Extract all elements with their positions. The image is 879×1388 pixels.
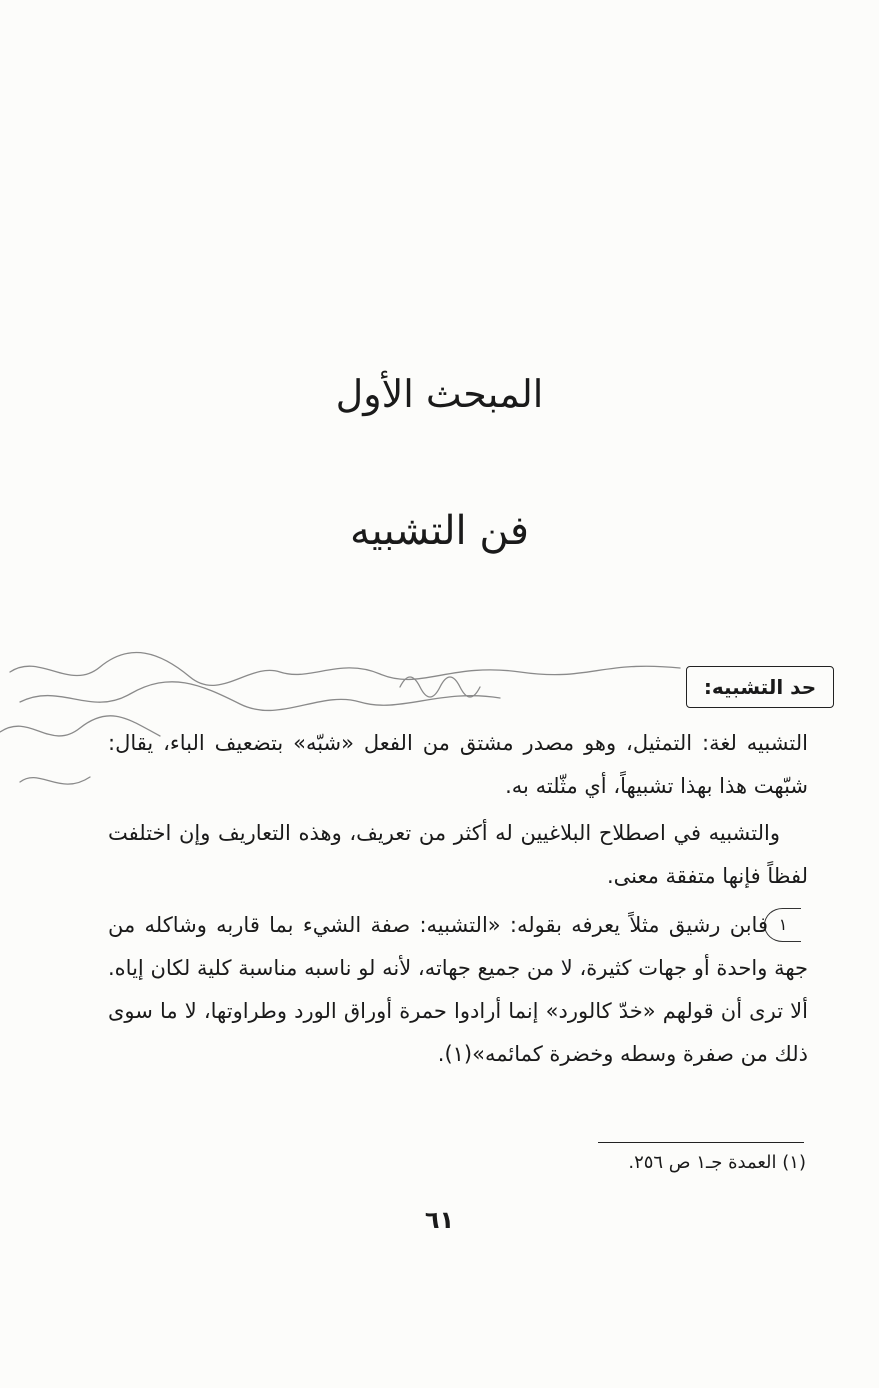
page-number: ٦١ bbox=[424, 1206, 455, 1234]
footnote: (١) العمدة جـ١ ص ٢٥٦. bbox=[628, 1152, 806, 1173]
margin-marker: ١ bbox=[764, 908, 801, 942]
section-title: فن التشبيه bbox=[350, 508, 529, 554]
paragraph-1: التشبيه لغة: التمثيل، وهو مصدر مشتق من الفعل «شبّه» بتضعيف الباء، يقال: شبّهت هذا بهذا تشبيهاً، أي مثّلته به. bbox=[108, 731, 808, 798]
paragraph-3: فابن رشيق مثلاً يعرفه بقوله: «التشبيه: صفة الشيء بما قاربه وشاكله من جهة واحدة أو جهات كثيرة، لا من جميع جهاته، لأنه لو ناسبه مناسبة كلية لكان إياه. ألا ترى أن قولهم «خدّ كالورد» إنما أرادوا حمرة أوراق الورد وطراوتها، لا ما سوى ذلك من صفرة وسطه وخضرة كمائمه»(١). bbox=[108, 913, 808, 1066]
paragraph-2: والتشبيه في اصطلاح البلاغيين له أكثر من تعريف، وهذه التعاريف وإن اختلفت لفظاً فإنها متفقة معنى. bbox=[108, 821, 808, 888]
footnote-rule bbox=[598, 1142, 804, 1143]
chapter-title: المبحث الأول bbox=[335, 372, 544, 416]
definition-heading: حد التشبيه: bbox=[686, 666, 834, 708]
